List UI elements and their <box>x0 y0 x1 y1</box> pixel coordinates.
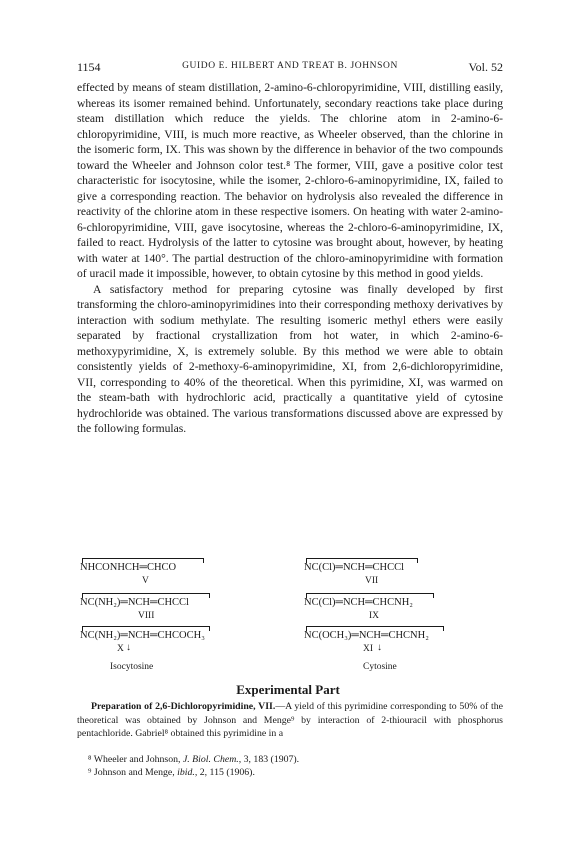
footnote-mark: ⁸ <box>88 754 92 765</box>
footnotes <box>88 753 502 779</box>
label-x: X <box>117 644 124 654</box>
reaction-arrow-right: ↓ <box>377 642 382 653</box>
formula-v: NHCONHCH═CHCO <box>80 562 177 573</box>
experimental-text: —A yield of this pyrimidine corresponding to 50% of the theoretical was obtained by Johnson and Menge⁹ by interaction of 2-thiouracil with phosphorus pentachloride. Gabriel⁸ obtained this pyrimidine in a <box>77 701 503 739</box>
experimental-paragraph <box>77 700 503 741</box>
formula-viii: NC(NH₂)═NCH═CHCCl <box>80 597 189 608</box>
footnote-journal: J. Biol. Chem. <box>182 754 239 765</box>
footnote-authors: Johnson and Menge, <box>93 767 178 778</box>
product-cytosine: Cytosine <box>363 662 397 672</box>
footnote-journal: ibid. <box>177 767 195 778</box>
footnote-mark: ⁹ <box>88 767 92 778</box>
page-number: 1154 <box>77 60 101 74</box>
label-vii: VII <box>365 576 379 586</box>
formula-scheme <box>80 556 500 674</box>
section-title: Experimental Part <box>236 682 340 697</box>
paragraph-2: A satisfactory method for preparing cytosine was finally developed by first transforming the chloro-aminopyrimidines into their corresponding methoxy derivatives by interaction with sodium methylate. The resulting isomeric methyl ethers were easily separated by fractional crystallization from hot water, in which 2-amino-6-methoxypyrimidine, X, is extremely soluble. By this method we were able to obtain consistently yields of 2-methoxy-6-aminopyrimidine, XI, from 2,6-dichloropyrimidine, VII, corresponding to 40% of the theoretical. When this pyrimidine, XI, was warmed on the steam-bath with hydrochloric acid, practically a quantitative yield of cytosine hydrochloride was obtained. The various transformations discussed above are expressed by the following formulas. <box>77 282 503 435</box>
footnote-ref: , 3, 183 (1907). <box>238 754 300 765</box>
label-xi: XI <box>363 644 374 654</box>
footnote-ref: , 2, 115 (1906). <box>194 767 255 778</box>
body-text <box>77 80 503 437</box>
label-viii: VIII <box>138 611 155 621</box>
label-v: V <box>142 576 149 586</box>
formula-x: NC(NH₂)═NCH═CHCOCH₃ <box>80 630 205 641</box>
footnote-9 <box>88 766 502 779</box>
label-ix: IX <box>369 611 380 621</box>
formula-vii: NC(Cl)═NCH═CHCCl <box>304 562 405 573</box>
volume-label: Vol. 52 <box>468 60 503 74</box>
running-title: GUIDO E. HILBERT AND TREAT B. JOHNSON <box>182 61 398 71</box>
paragraph-1: effected by means of steam distillation, 2-amino-6-chloropyrimidine, VIII, distilling easily, whereas its isomer remained behind. Unfortunately, secondary reactions take place during steam distillation which reduce the yields. The chlorine atom in 2-amino-6-chloropyrimidine, VIII, is much more reactive, as Wheeler observed, than the chlorine in the isomeric form, IX. This was shown by the difference in behavior of the two compounds toward the Wheeler and Johnson color test.⁸ The former, VIII, gave a positive color test characteristic for isocytosine, while the isomer, 2-chloro-6-aminopyrimidine, IX, failed to give a corresponding reaction. The behavior on hydrolysis also revealed the difference in reactivity of the chlorine atom in these respective isomers. On heating with water 2-amino-6-chloropyrimidine, VIII, gave isocytosine, whereas the 2-chloro-6-aminopyrimidine, IX, failed to react. Hydrolysis of the latter to cytosine was brought about, however, by heating with water at 140°. The partial destruction of the chloro-aminopyrimidine with formation of uracil made it impossible, however, to obtain cytosine by this method in good yields. <box>77 81 503 280</box>
footnote-authors: Wheeler and Johnson, <box>93 754 183 765</box>
running-header <box>77 60 503 76</box>
formula-xi: NC(OCH₃)═NCH═CHCNH₂ <box>304 630 429 641</box>
experimental-heading: Preparation of 2,6-Dichloropyrimidine, VII. <box>91 701 276 712</box>
footnote-8 <box>88 753 502 766</box>
product-isocytosine: Isocytosine <box>110 662 154 672</box>
formula-ix: NC(Cl)═NCH═CHCNH₂ <box>304 597 413 608</box>
reaction-arrow-left: ↓ <box>126 642 131 653</box>
